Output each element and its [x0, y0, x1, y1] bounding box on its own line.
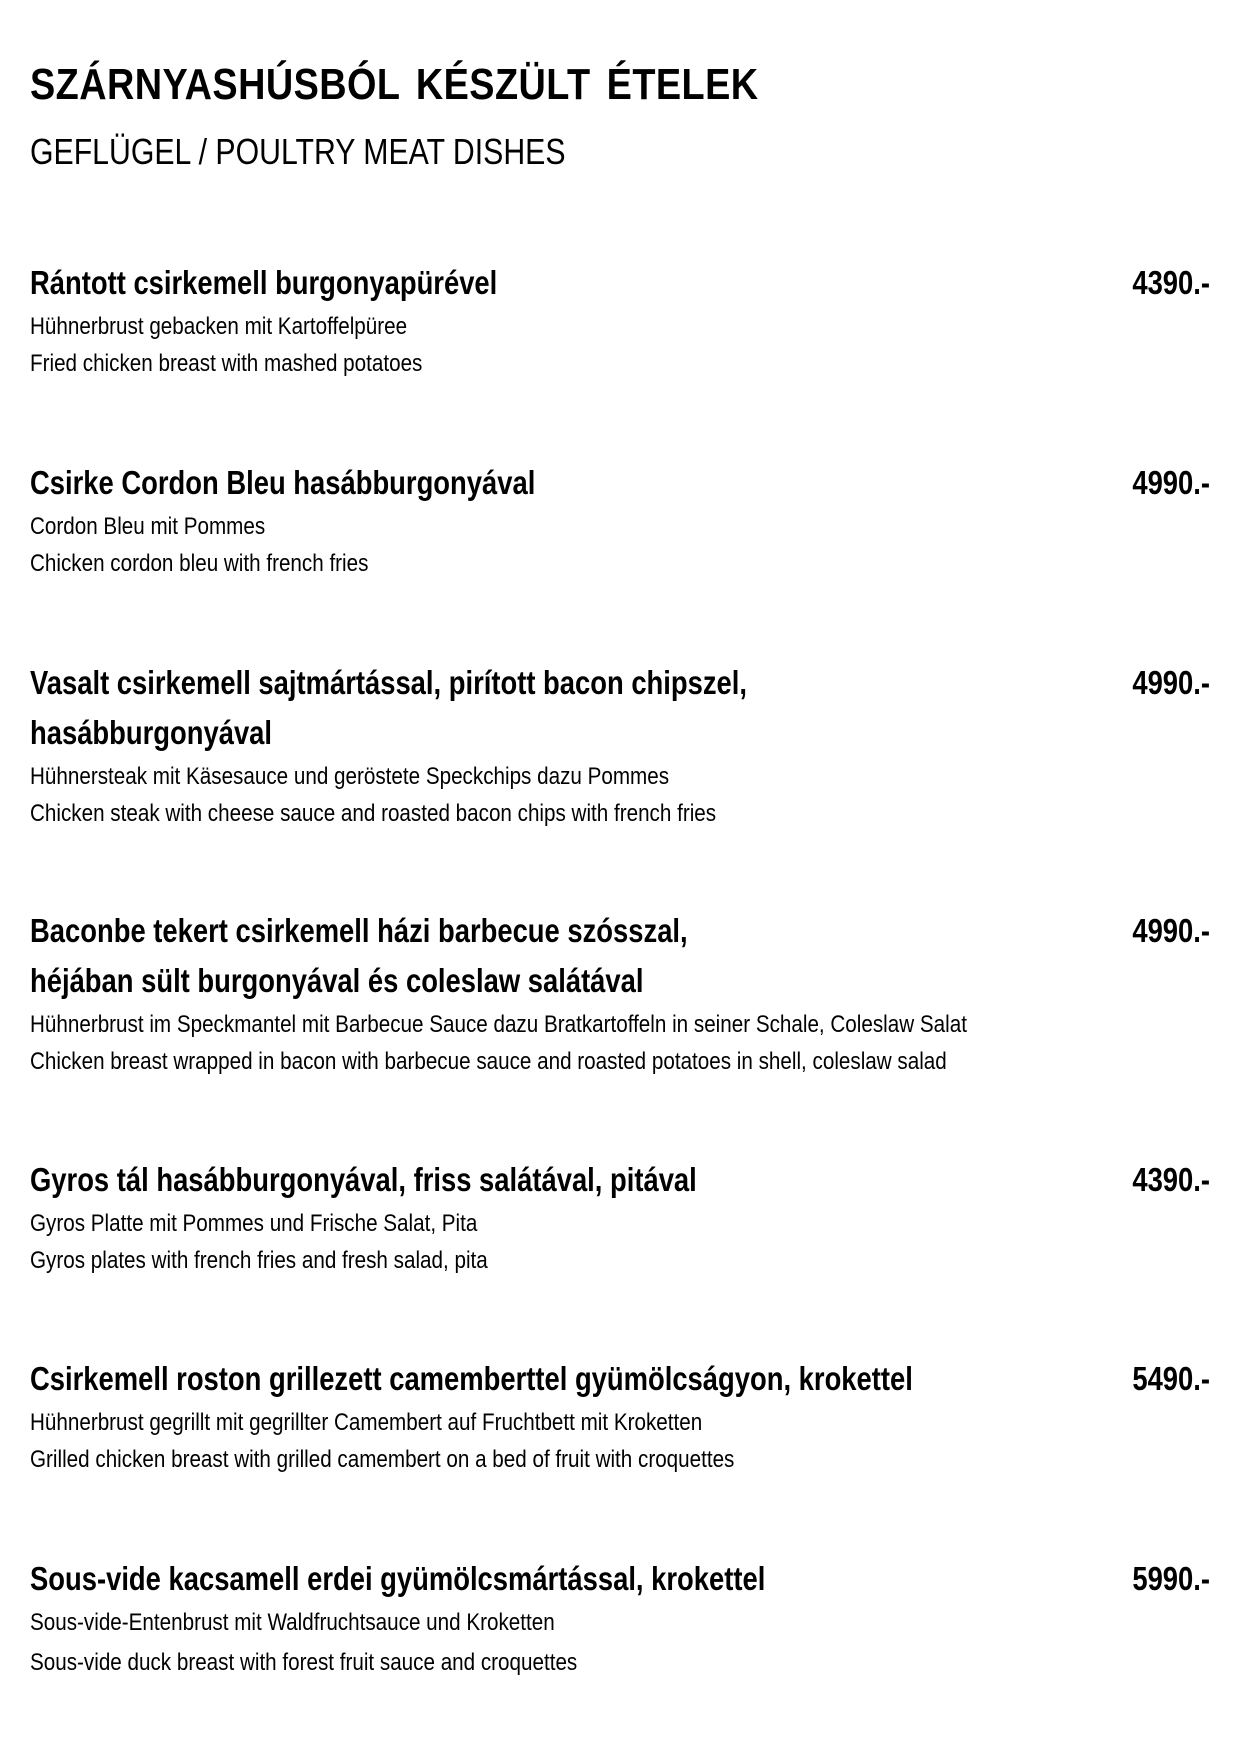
menu-item [30, 1354, 1210, 1478]
item-price: 4990.- [1132, 664, 1210, 701]
item-description-en: Chicken breast wrapped in bacon with barbecue sauce and roasted potatoes in shell, coleslaw salad [30, 1048, 947, 1075]
item-description-de: Hühnerbrust im Speckmantel mit Barbecue Sauce dazu Bratkartoffeln in seiner Schale, Coleslaw Salat [30, 1011, 967, 1038]
item-description-de: Hühnerbrust gebacken mit Kartoffelpüree [30, 313, 408, 340]
item-name: Baconbe tekert csirkemell házi barbecue szósszal, [30, 912, 688, 949]
page-subtitle: GEFLÜGEL / POULTRY MEAT DISHES [30, 131, 566, 172]
menu-page [30, 0, 1210, 1755]
item-description-en: Fried chicken breast with mashed potatoes [30, 350, 423, 377]
item-description-de: Sous-vide-Entenbrust mit Waldfruchtsauce und Kroketten [30, 1609, 555, 1636]
item-description-de: Gyros Platte mit Pommes und Frische Salat, Pita [30, 1210, 478, 1237]
item-price: 5990.- [1132, 1560, 1210, 1597]
item-name: Sous-vide kacsamell erdei gyümölcsmártással, krokettel [30, 1560, 766, 1597]
menu-item [30, 1155, 1210, 1279]
item-name: Gyros tál hasábburgonyával, friss salátával, pitával [30, 1161, 697, 1198]
page-title: SZÁRNYASHÚSBÓL KÉSZÜLT ÉTELEK [30, 60, 759, 109]
item-price: 4390.- [1132, 1161, 1210, 1198]
menu-item [30, 458, 1210, 582]
item-name: Csirkemell roston grillezett camemberttel gyümölcságyon, krokettel [30, 1360, 913, 1397]
item-description-en: Chicken steak with cheese sauce and roasted bacon chips with french fries [30, 800, 717, 827]
item-description-en: Sous-vide duck breast with forest fruit sauce and croquettes [30, 1649, 578, 1676]
item-price: 4990.- [1132, 912, 1210, 949]
menu-item [30, 906, 1210, 1080]
item-description-de: Hühnersteak mit Käsesauce und geröstete Speckchips dazu Pommes [30, 763, 670, 790]
item-price: 4390.- [1132, 264, 1210, 301]
item-price: 5490.- [1132, 1360, 1210, 1397]
item-name-continued: héjában sült burgonyával és coleslaw salátával [30, 962, 644, 999]
item-name: Vasalt csirkemell sajtmártással, pirított bacon chipszel, [30, 664, 748, 701]
menu-item [30, 258, 1210, 382]
item-description-en: Grilled chicken breast with grilled camembert on a bed of fruit with croquettes [30, 1446, 735, 1473]
item-description-de: Hühnerbrust gegrillt mit gegrillter Camembert auf Fruchtbett mit Kroketten [30, 1409, 703, 1436]
item-name-continued: hasábburgonyával [30, 714, 273, 751]
menu-item [30, 658, 1210, 832]
menu-item [30, 1554, 1210, 1681]
item-price: 4990.- [1132, 464, 1210, 501]
item-name: Rántott csirkemell burgonyapürével [30, 264, 498, 301]
item-description-en: Gyros plates with french fries and fresh salad, pita [30, 1247, 488, 1274]
item-description-en: Chicken cordon bleu with french fries [30, 550, 369, 577]
item-description-de: Cordon Bleu mit Pommes [30, 513, 266, 540]
item-name: Csirke Cordon Bleu hasábburgonyával [30, 464, 536, 501]
